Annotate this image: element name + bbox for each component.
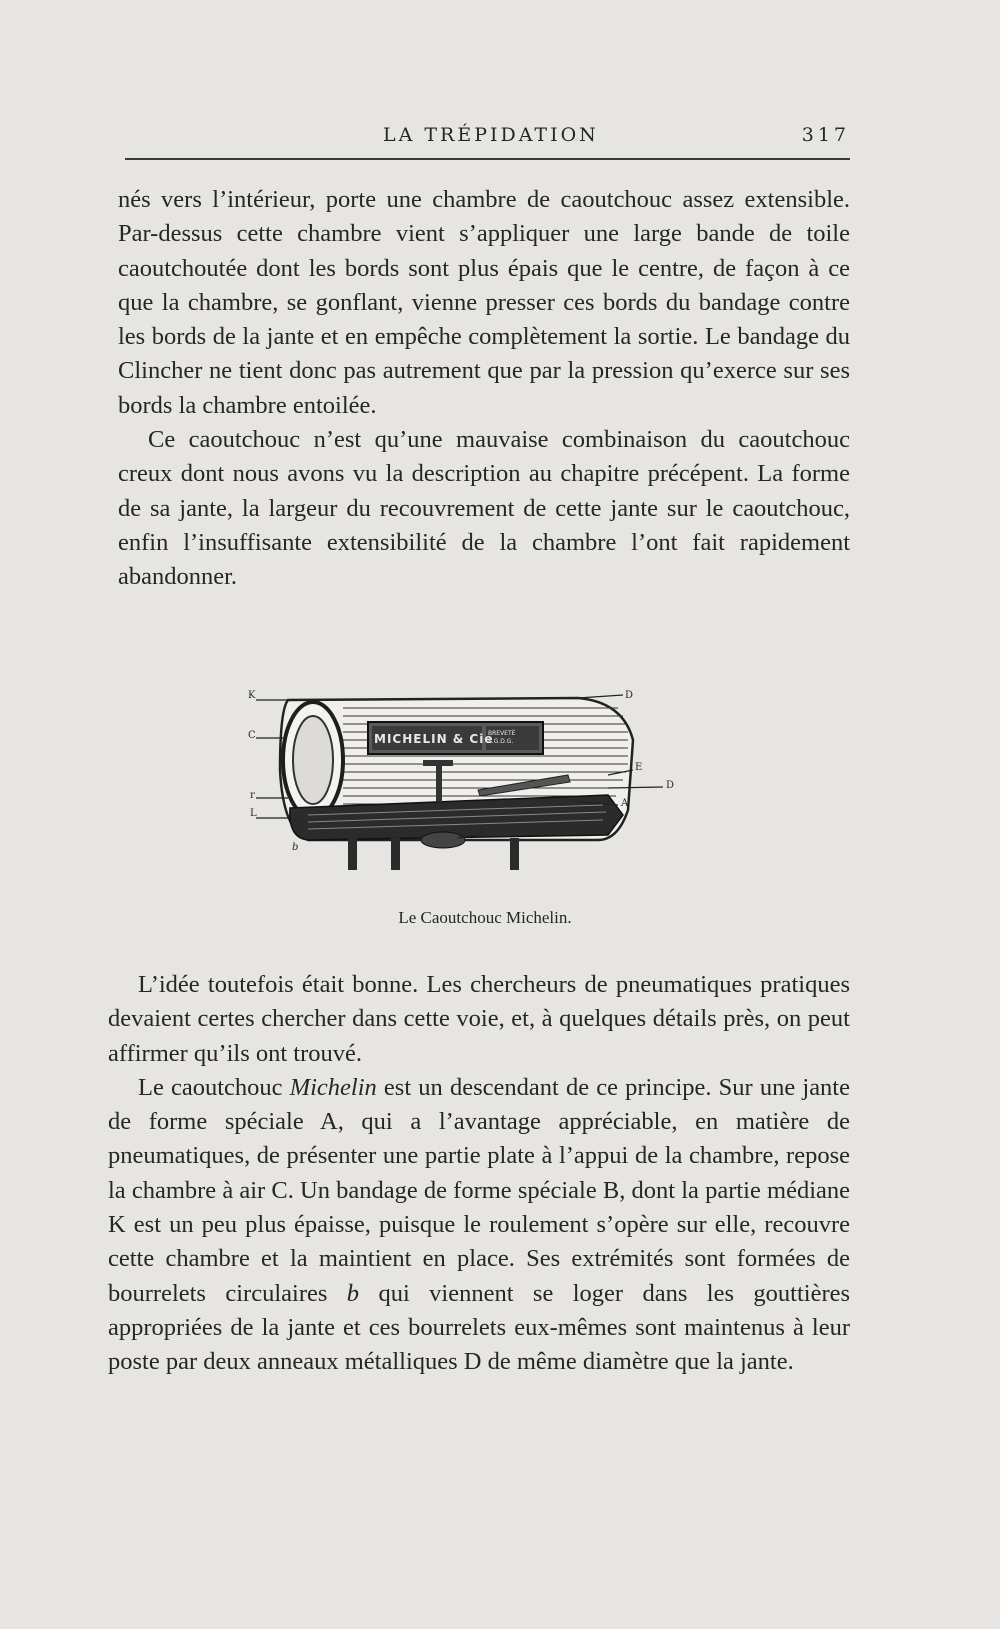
paragraph: nés vers l’intérieur, porte une chambre de caoutchouc assez extensible. Par-dessus cette chambre vient s’appliquer une large bande de toile caoutchoutée dont les bords sont plus épais que le centre, de façon à ce que la chambre, se gonflant, vienne presser ces bords du bandage contre les bords de la jante et en empêche complètement la sortie. Le bandage du Clincher ne tient donc pas autrement que par la pression qu’exerce sur ses bords la chambre entoilée. xyxy=(118,186,850,419)
tire-engraving xyxy=(248,690,718,905)
header-rule xyxy=(125,158,850,160)
label-k: K xyxy=(248,690,256,701)
text-block-bottom xyxy=(108,968,850,1380)
nameplate-text: MICHELIN & Cie xyxy=(374,732,494,746)
label-d-right: D xyxy=(666,780,675,791)
label-a: A xyxy=(621,798,629,809)
text-run: est un descendant de ce principe. Sur une jante de forme spéciale A, qui a l’avantage appréciable, en matière de pneumatiques, de présenter une partie plate à l’appui de la chambre, repose la chambre à air C. Un bandage de forme spéciale B, dont la partie médiane K est un peu plus épaisse, puisque le roulement s’opère sur elle, recouvre cette chambre et la maintient en place. Ses extrémités sont formées de bourrelets circulaires xyxy=(108,1073,850,1307)
paragraph: Ce caoutchouc n’est qu’une mauvaise combinaison du caoutchouc creux dont nous avons vu la description au chapitre précépent. La forme de sa jante, la largeur du recouvrement de cette jante sur le caoutchouc, enfin l’insuffisante extensibilité de la chambre l’ont fait rapidement abandonner. xyxy=(118,426,850,591)
italic-run: b xyxy=(346,1279,360,1307)
nameplate-small-text: BREVETÉ S.G.D.G. xyxy=(488,730,516,745)
label-r: r xyxy=(250,790,255,801)
paragraph: L’idée toutefois était bonne. Les chercheurs de pneumatiques pratiques devaient certes chercher dans cette voie, et, à quelques détails près, on peut affirmer qu’ils ont trouvé. xyxy=(108,971,850,1067)
text-run: Le caoutchouc xyxy=(138,1073,290,1101)
label-d-top: D xyxy=(625,690,634,701)
text-block-top xyxy=(118,183,850,595)
label-c: C xyxy=(248,730,256,741)
label-e: E xyxy=(635,762,643,773)
tire-illustration xyxy=(248,690,718,905)
running-header xyxy=(125,122,850,152)
running-title: LA TRÉPIDATION xyxy=(383,124,599,146)
paragraph xyxy=(108,1071,850,1380)
label-l: L xyxy=(250,808,257,819)
italic-run: Michelin xyxy=(289,1073,377,1101)
figure-caption: Le Caoutchouc Michelin. xyxy=(398,908,572,927)
label-f: F xyxy=(478,828,485,839)
page-number: 317 xyxy=(801,124,850,146)
label-b: b xyxy=(292,842,299,853)
text-run: qui viennent se loger dans les gouttières appropriées de la jante et ces bourrelets eux-mêmes sont maintenus à leur poste par deux anneaux métalliques D de même diamètre que la jante. xyxy=(108,1279,851,1376)
